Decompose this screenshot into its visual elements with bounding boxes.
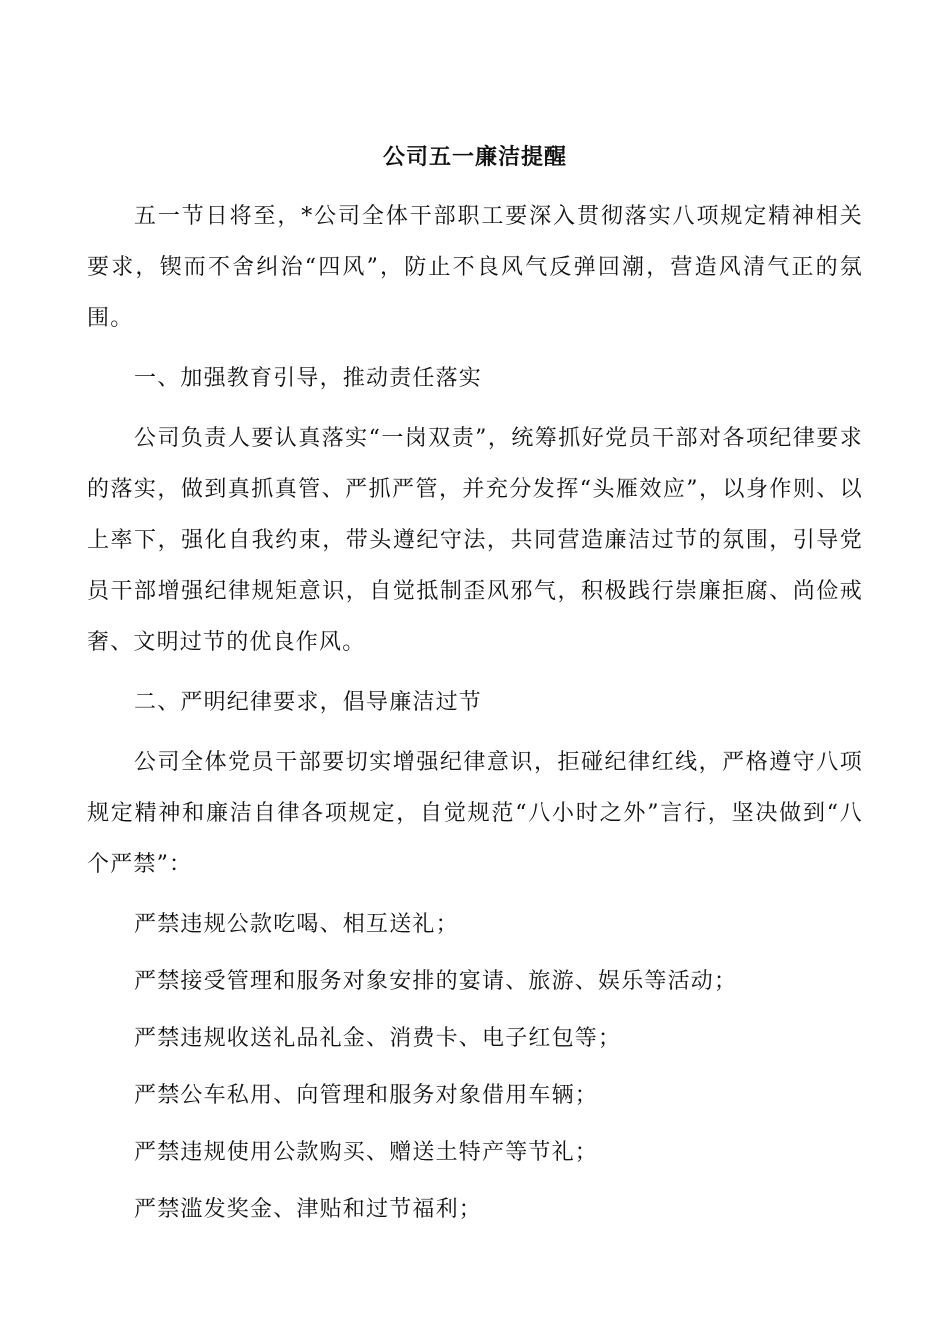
prohibition-list <box>87 899 863 1235</box>
prohibition-item: 严禁公车私用、向管理和服务对象借用车辆； <box>134 1083 599 1108</box>
section-1-paragraph: 公司负责人要认真落实“一岗双责”，统筹抓好党员干部对各项纪律要求的落实，做到真抓真管、严抓严管，并充分发挥“头雁效应”，以身作则、以上率下，强化自我约束，带头遵纪守法，共同营造廉洁过节的氛围，引导党员干部增强纪律规矩意识，自觉抵制歪风邪气，积极践行崇廉拒腐、尚俭戒奢、文明过节的优良作风。 <box>87 426 863 655</box>
section-heading-2: 二、严明纪律要求，倡导廉洁过节 <box>134 690 483 715</box>
prohibition-item: 严禁接受管理和服务对象安排的宴请、旅游、娱乐等活动； <box>134 969 738 994</box>
section-2-paragraph: 公司全体党员干部要切实增强纪律意识，拒碰纪律红线，严格遵守八项规定精神和廉洁自律各项规定，自觉规范“八小时之外”言行，坚决做到“八个严禁”： <box>87 750 863 877</box>
prohibition-item: 严禁滥发奖金、津贴和过节福利； <box>134 1197 483 1222</box>
section-heading-1: 一、加强教育引导，推动责任落实 <box>134 366 483 391</box>
intro-paragraph: 五一节日将至，*公司全体干部职工要深入贯彻落实八项规定精神相关要求，锲而不舍纠治“四风”，防止不良风气反弹回潮，营造风清气正的氛围。 <box>87 204 863 331</box>
prohibition-item: 严禁违规公款吃喝、相互送礼； <box>134 912 459 937</box>
prohibition-item: 严禁违规使用公款购买、赠送土特产等节礼； <box>134 1140 599 1165</box>
document-body <box>87 138 863 1241</box>
document-title: 公司五一廉洁提醒 <box>382 144 567 170</box>
prohibition-item: 严禁违规收送礼品礼金、消费卡、电子红包等； <box>134 1026 622 1051</box>
